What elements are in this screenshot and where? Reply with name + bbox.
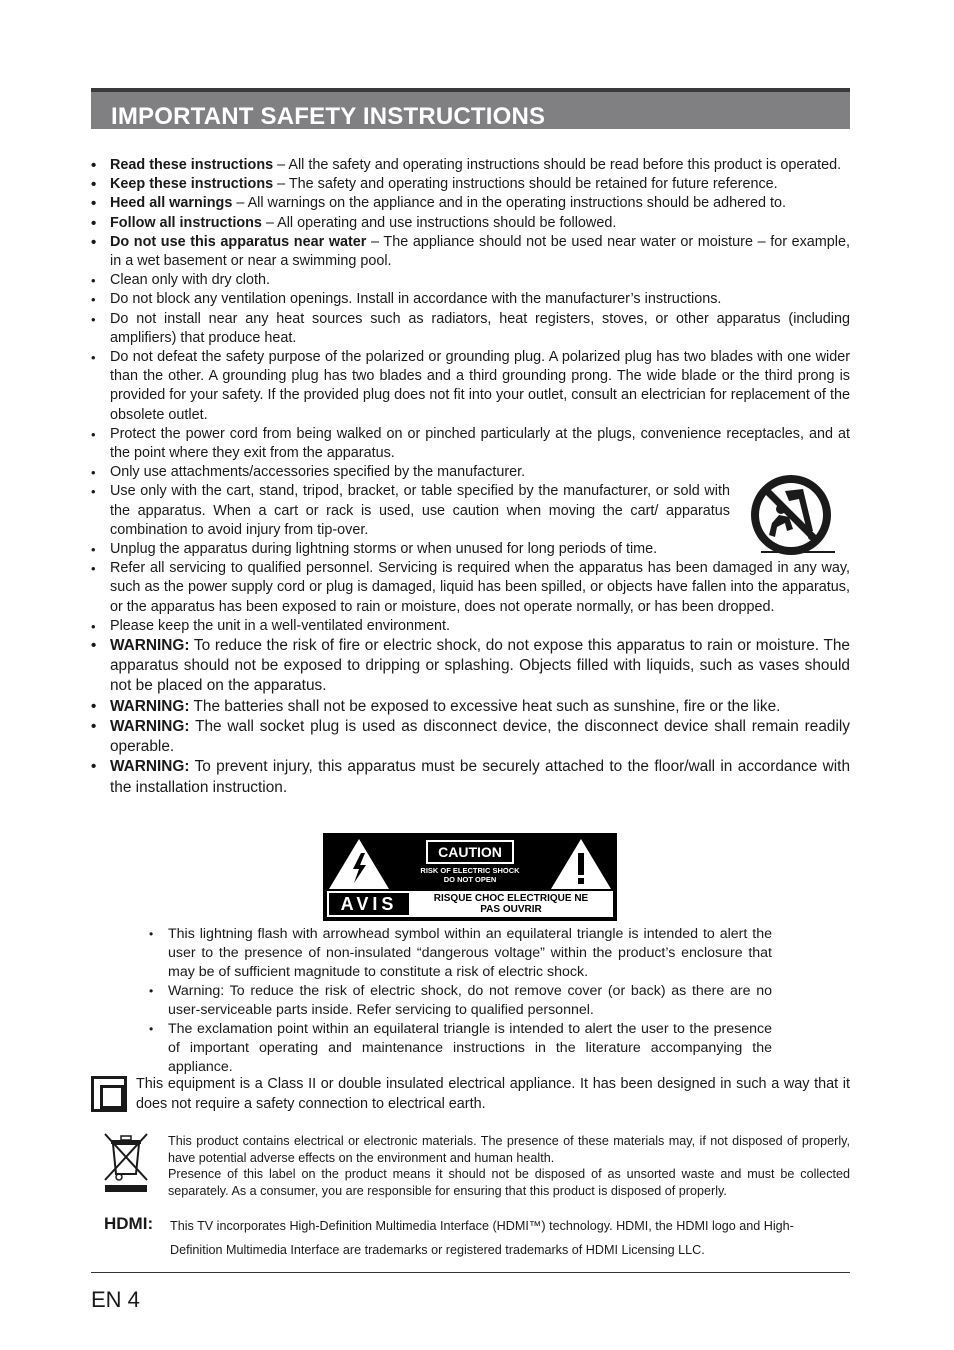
list-item: • The exclamation point within an equilateral triangle is intended to alert the user to the presence of important operating and maintenance instructions in the literature accompanying the appliance. <box>149 1020 772 1077</box>
caution-title: CAUTION <box>438 844 502 860</box>
header-bar <box>91 88 850 129</box>
list-item <box>91 540 850 559</box>
item-text: To reduce the risk of fire or electric shock, do not expose this apparatus to rain or moisture. The apparatus should not be exposed to dripping or splashing. Objects filled with liquids, such as vases should not be placed on the apparatus. <box>110 637 850 695</box>
item-text: Unplug the apparatus during lightning storms or when unused for long periods of time. <box>110 541 658 558</box>
caution-label <box>323 833 617 921</box>
list-item <box>91 617 850 636</box>
class2-text: This equipment is a Class II or double insulated electrical appliance. It has been designed in such a way that it does not require a safety connection to electrical earth. <box>136 1076 850 1112</box>
item-lead: Heed all warnings <box>110 195 233 212</box>
warning-lead: WARNING: <box>110 637 190 655</box>
page-title: IMPORTANT SAFETY INSTRUCTIONS <box>111 103 546 130</box>
cart-tip-over-warning-icon <box>741 471 839 560</box>
warning-item <box>91 757 850 797</box>
caution-line1: RISK OF ELECTRIC SHOCK <box>420 866 520 875</box>
list-item <box>91 233 850 271</box>
list-item: • Warning: To reduce the risk of electric shock, do not remove cover (or back) as there are no user-serviceable parts inside. Refer servicing to qualified personnel. <box>149 982 772 1020</box>
double-square-icon <box>91 1076 127 1112</box>
item-lead: Keep these instructions <box>110 176 274 193</box>
item-text: Do not block any ventilation openings. Install in accordance with the manufacturer’s instructions. <box>110 291 722 308</box>
item-text: The batteries shall not be exposed to excessive heat such as sunshine, fire or the like. <box>189 697 781 715</box>
item-text: – All the safety and operating instructions should be read before this product is operated. <box>273 157 842 173</box>
list-item: • This lightning flash with arrowhead symbol within an equilateral triangle is intended to alert the user to the presence of non-insulated “dangerous voltage” within the product’s enclosure that may be of sufficient magnitude to constitute a risk of electric shock. <box>149 925 772 982</box>
hdmi-label: HDMI: <box>104 1214 154 1233</box>
item-text: Refer all servicing to qualified personnel. Servicing is required when the apparatus has been damaged in any way, such as the power supply cord or plug is damaged, liquid has been spilled, or objects have fallen into the apparatus, or the apparatus has been exposed to rain or moisture, does not operate normally, or has been dropped. <box>110 560 850 615</box>
item-lead: Follow all instructions <box>110 214 262 231</box>
list-item <box>91 194 850 213</box>
warning-lead: WARNING: <box>110 697 190 715</box>
crossed-out-bin-icon <box>101 1130 151 1194</box>
list-item <box>91 482 850 540</box>
warning-item <box>91 717 850 757</box>
warning-item <box>91 636 850 697</box>
warning-item <box>91 697 850 717</box>
item-text: To prevent injury, this apparatus must be securely attached to the floor/wall in accordance with the installation instruction. <box>110 758 850 796</box>
item-lead: Read these instructions <box>110 157 274 173</box>
symbol-notes-list <box>149 925 772 1077</box>
item-lead: Do not use this apparatus near water <box>110 233 367 250</box>
page-number: EN 4 <box>91 1287 140 1312</box>
item-text: The wall socket plug is used as disconnect device, the disconnect device shall remain readily operable. <box>110 717 850 756</box>
item-text: – The appliance should not be used near water or moisture – for example, in a wet basement or near a swimming pool. <box>110 233 851 270</box>
weee-text <box>168 1133 850 1199</box>
item-text: Only use attachments/accessories specified by the manufacturer. <box>110 464 526 481</box>
list-item <box>91 271 850 290</box>
caution-line2: DO NOT OPEN <box>443 875 497 884</box>
list-item <box>91 559 850 617</box>
item-text: Protect the power cord from being walked on or pinched particularly at the plugs, convenience receptacles, and at the point where they exit from the apparatus. <box>110 425 850 462</box>
avis-line1: RISQUE CHOC ELECTRIQUE NE <box>433 893 589 904</box>
avis-line2: PAS OUVRIR <box>480 904 542 915</box>
hdmi-text-line1: This TV incorporates High-Definition Multimedia Interface (HDMI™) technology. HDMI, the HDMI logo and High- <box>170 1219 794 1233</box>
list-item <box>91 425 850 463</box>
hdmi-text-line2: Definition Multimedia Interface are trademarks or registered trademarks of HDMI Licensing LLC. <box>170 1243 705 1257</box>
item-text: Do not defeat the safety purpose of the polarized or grounding plug. A polarized plug has two blades with one wider than the other. A grounding plug has two blades and a third grounding prong. The wide blade or the third prong is provided for your safety. If the provided plug does not fit into your outlet, consult an electrician for replacement of the obsolete outlet. <box>110 349 850 423</box>
weee-paragraph-1: This product contains electrical or electronic materials. The presence of these materials may, if not disposed of properly, have potential adverse effects on the environment and human health. <box>168 1134 850 1165</box>
list-item <box>91 310 850 348</box>
warning-lead: WARNING: <box>110 717 190 735</box>
list-item <box>91 175 850 194</box>
list-item <box>91 463 850 482</box>
footer-divider <box>91 1272 850 1273</box>
safety-instructions-list <box>91 156 850 798</box>
item-text: – All warnings on the appliance and in the operating instructions should be adhered to. <box>232 195 786 212</box>
list-item <box>91 214 850 233</box>
list-item <box>91 156 850 175</box>
warning-lead: WARNING: <box>110 758 190 776</box>
list-item <box>91 348 850 425</box>
list-item <box>91 290 850 309</box>
item-text: Do not install near any heat sources such as radiators, heat registers, stoves, or other apparatus (including amplifiers) that produce heat. <box>110 310 850 346</box>
item-text: Use only with the cart, stand, tripod, bracket, or table specified by the manufacturer, or sold with the apparatus. When a cart or rack is used, use caution when moving the cart/ apparatus combination to avoid injury from tip-over. <box>110 483 730 538</box>
avis-label: AVIS <box>340 894 398 914</box>
item-text: – The safety and operating instructions should be retained for future reference. <box>273 176 778 193</box>
item-text: Please keep the unit in a well-ventilated environment. <box>110 617 450 634</box>
weee-paragraph-2: Presence of this label on the product means it should not be disposed of as unsorted waste and must be collected separately. As a consumer, you are responsible for ensuring that this product is disposed of properly. <box>168 1167 850 1198</box>
item-text: Clean only with dry cloth. <box>110 272 270 289</box>
item-text: – All operating and use instructions should be followed. <box>261 214 617 231</box>
